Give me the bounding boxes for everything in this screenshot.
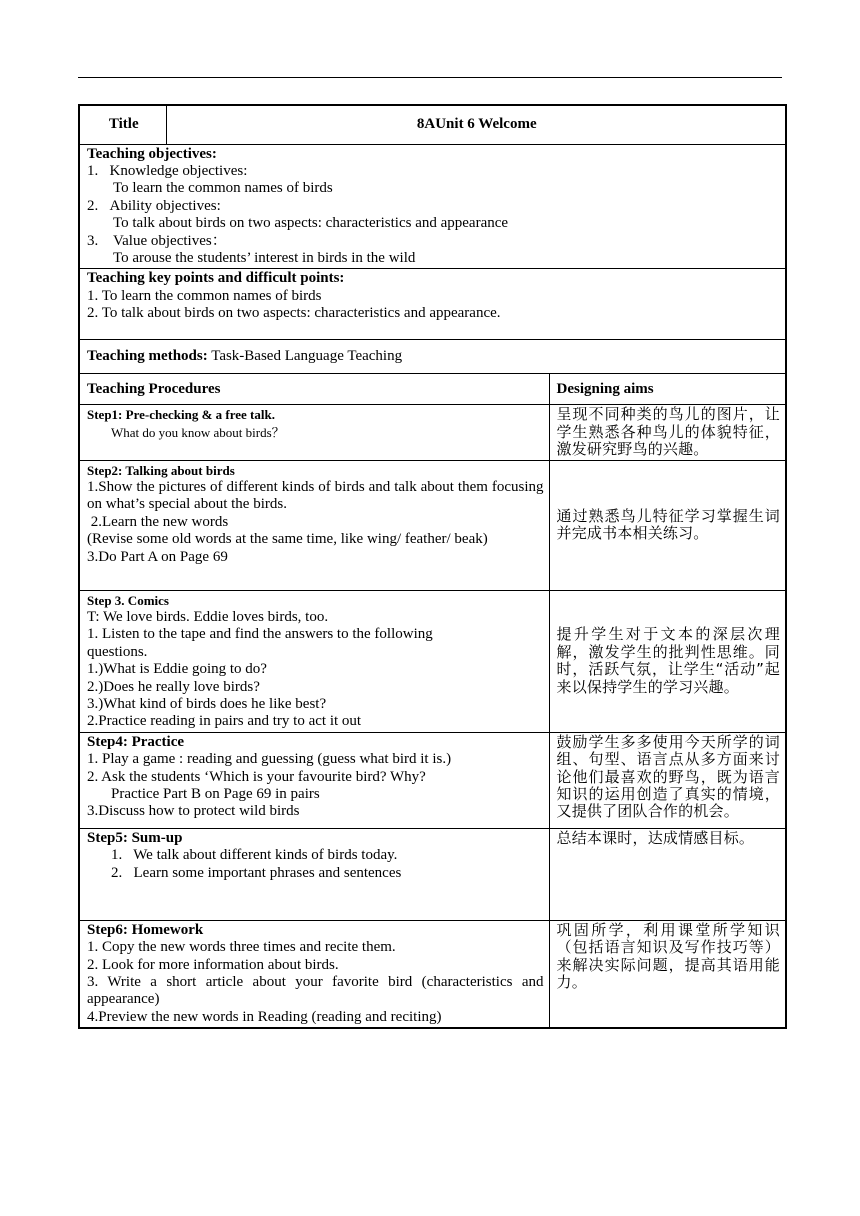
objective-2-label: Ability objectives: bbox=[109, 197, 221, 214]
step-6-line-3: 3. Write a short article about your favorite bird (characteristics and appearance) bbox=[87, 974, 544, 1008]
objective-2-detail: To talk about birds on two aspects: characteristics and appearance bbox=[113, 215, 509, 232]
step-4-line-3: Practice Part B on Page 69 in pairs bbox=[111, 786, 320, 803]
lesson-plan-table bbox=[78, 104, 787, 1029]
objective-2 bbox=[87, 198, 780, 215]
objective-1-label: Knowledge objectives: bbox=[109, 162, 248, 179]
objective-3 bbox=[87, 233, 780, 250]
header-rule bbox=[78, 77, 782, 78]
step-1-row bbox=[79, 405, 786, 460]
step-2-line-4: 3.Do Part A on Page 69 bbox=[87, 548, 228, 565]
step-3-title: Step 3. Comics bbox=[87, 592, 169, 608]
objective-3-label: Value objectives： bbox=[109, 232, 227, 249]
step-1-cell bbox=[79, 405, 549, 460]
step-5-line-2: 2. Learn some important phrases and sentences bbox=[111, 864, 402, 881]
objective-1-num: 1. bbox=[87, 162, 99, 179]
step-5-row bbox=[79, 828, 786, 920]
step-4-row bbox=[79, 732, 786, 828]
step-4-line-2: 2. Ask the students ‘Which is your favourite bird? Why? bbox=[87, 768, 426, 785]
objectives-cell bbox=[79, 144, 786, 269]
methods-value: Task-Based Language Teaching bbox=[207, 348, 403, 365]
objectives-heading: Teaching objectives: bbox=[87, 145, 217, 162]
step-5-cell bbox=[79, 828, 549, 920]
step-3-line-4: 2.)Does he really love birds? bbox=[87, 678, 260, 695]
methods-cell bbox=[79, 340, 786, 374]
procedures-header: Teaching Procedures bbox=[79, 374, 549, 405]
key-point-1: 1. To learn the common names of birds bbox=[87, 287, 322, 304]
step-6-cell bbox=[79, 920, 549, 1028]
step-4-aim: 鼓励学生多多使用今天所学的词组、句型、语言点从多方面来讨论他们最喜欢的野鸟，既为语言知识的运用创造了真实的情境，又提供了团队合作的机会。 bbox=[549, 732, 786, 828]
step-4-line-4: 3.Discuss how to protect wild birds bbox=[87, 803, 300, 820]
designing-aims-header: Designing aims bbox=[549, 374, 786, 405]
step-3-line-5: 3.)What kind of birds does he like best? bbox=[87, 696, 327, 712]
step-1-title: Step1: Pre-checking & a free talk. bbox=[87, 407, 275, 423]
objective-1 bbox=[87, 163, 780, 180]
step-6-title: Step6: Homework bbox=[87, 921, 204, 938]
objectives-row bbox=[79, 144, 786, 269]
procedures-header-row bbox=[79, 374, 786, 405]
step-6-line-2: 2. Look for more information about birds. bbox=[87, 956, 339, 973]
step-4-cell bbox=[79, 732, 549, 828]
step-3-line-2: 1. Listen to the tape and find the answers to the following questions. bbox=[87, 626, 433, 660]
step-2-row bbox=[79, 460, 786, 590]
step-3-row bbox=[79, 590, 786, 732]
objective-2-num: 2. bbox=[87, 197, 99, 214]
step-4-line-1: 1. Play a game : reading and guessing (guess what bird it is.) bbox=[87, 751, 452, 768]
step-2-aim: 通过熟悉鸟儿特征学习掌握生词并完成书本相关练习。 bbox=[549, 460, 786, 590]
step-4-title: Step4: Practice bbox=[87, 733, 185, 750]
step-2-line-2: 2.Learn the new words bbox=[87, 513, 229, 530]
step-3-line-3: 1.)What is Eddie going to do? bbox=[87, 661, 267, 678]
objective-3-detail: To arouse the students’ interest in birds in the wild bbox=[113, 249, 416, 266]
step-6-aim: 巩固所学，利用课堂所学知识（包括语言知识及写作技巧等）来解决实际问题，提高其语用能力。 bbox=[549, 920, 786, 1028]
step-2-title: Step2: Talking about birds bbox=[87, 462, 235, 478]
step-3-line-6: 2.Practice reading in pairs and try to act it out bbox=[87, 713, 362, 730]
title-label: Title bbox=[79, 105, 166, 144]
step-3-aim: 提升学生对于文本的深层次理解，激发学生的批判性思维。同时，活跃气氛，让学生“活动”起来以保持学生的学习兴趣。 bbox=[549, 590, 786, 732]
key-points-row bbox=[79, 269, 786, 340]
objective-3-num: 3. bbox=[87, 232, 99, 249]
step-2-line-1: 1.Show the pictures of different kinds of birds and talk about them focusing on what’s special about the birds. bbox=[87, 478, 544, 513]
objective-1-detail: To learn the common names of birds bbox=[113, 180, 333, 197]
key-points-cell bbox=[79, 269, 786, 340]
step-6-line-1: 1. Copy the new words three times and recite them. bbox=[87, 939, 396, 956]
step-2-line-3: (Revise some old words at the same time, like wing/ feather/ beak) bbox=[87, 531, 488, 548]
step-5-line-1: 1. We talk about different kinds of birds today. bbox=[111, 847, 398, 864]
key-point-2: 2. To talk about birds on two aspects: characteristics and appearance. bbox=[87, 305, 501, 322]
step-1-aim: 呈现不同种类的鸟儿的图片，让学生熟悉各种鸟儿的体貌特征，激发研究野鸟的兴趣。 bbox=[549, 405, 786, 460]
methods-label: Teaching methods: bbox=[87, 348, 208, 365]
step-3-line-1: T: We love birds. Eddie loves birds, too. bbox=[87, 608, 329, 625]
step-5-aim: 总结本课时，达成情感目标。 bbox=[549, 828, 786, 920]
methods-row bbox=[79, 340, 786, 374]
step-3-cell bbox=[79, 590, 549, 732]
step-5-title: Step5: Sum-up bbox=[87, 829, 183, 846]
step-1-line-1: What do you know about birds？ bbox=[111, 424, 285, 440]
key-points-heading: Teaching key points and difficult points: bbox=[87, 270, 345, 287]
title-value: 8AUnit 6 Welcome bbox=[166, 105, 786, 144]
title-row bbox=[79, 105, 786, 144]
step-6-row bbox=[79, 920, 786, 1028]
step-2-cell bbox=[79, 460, 549, 590]
step-6-line-4: 4.Preview the new words in Reading (reading and reciting) bbox=[87, 1008, 442, 1025]
